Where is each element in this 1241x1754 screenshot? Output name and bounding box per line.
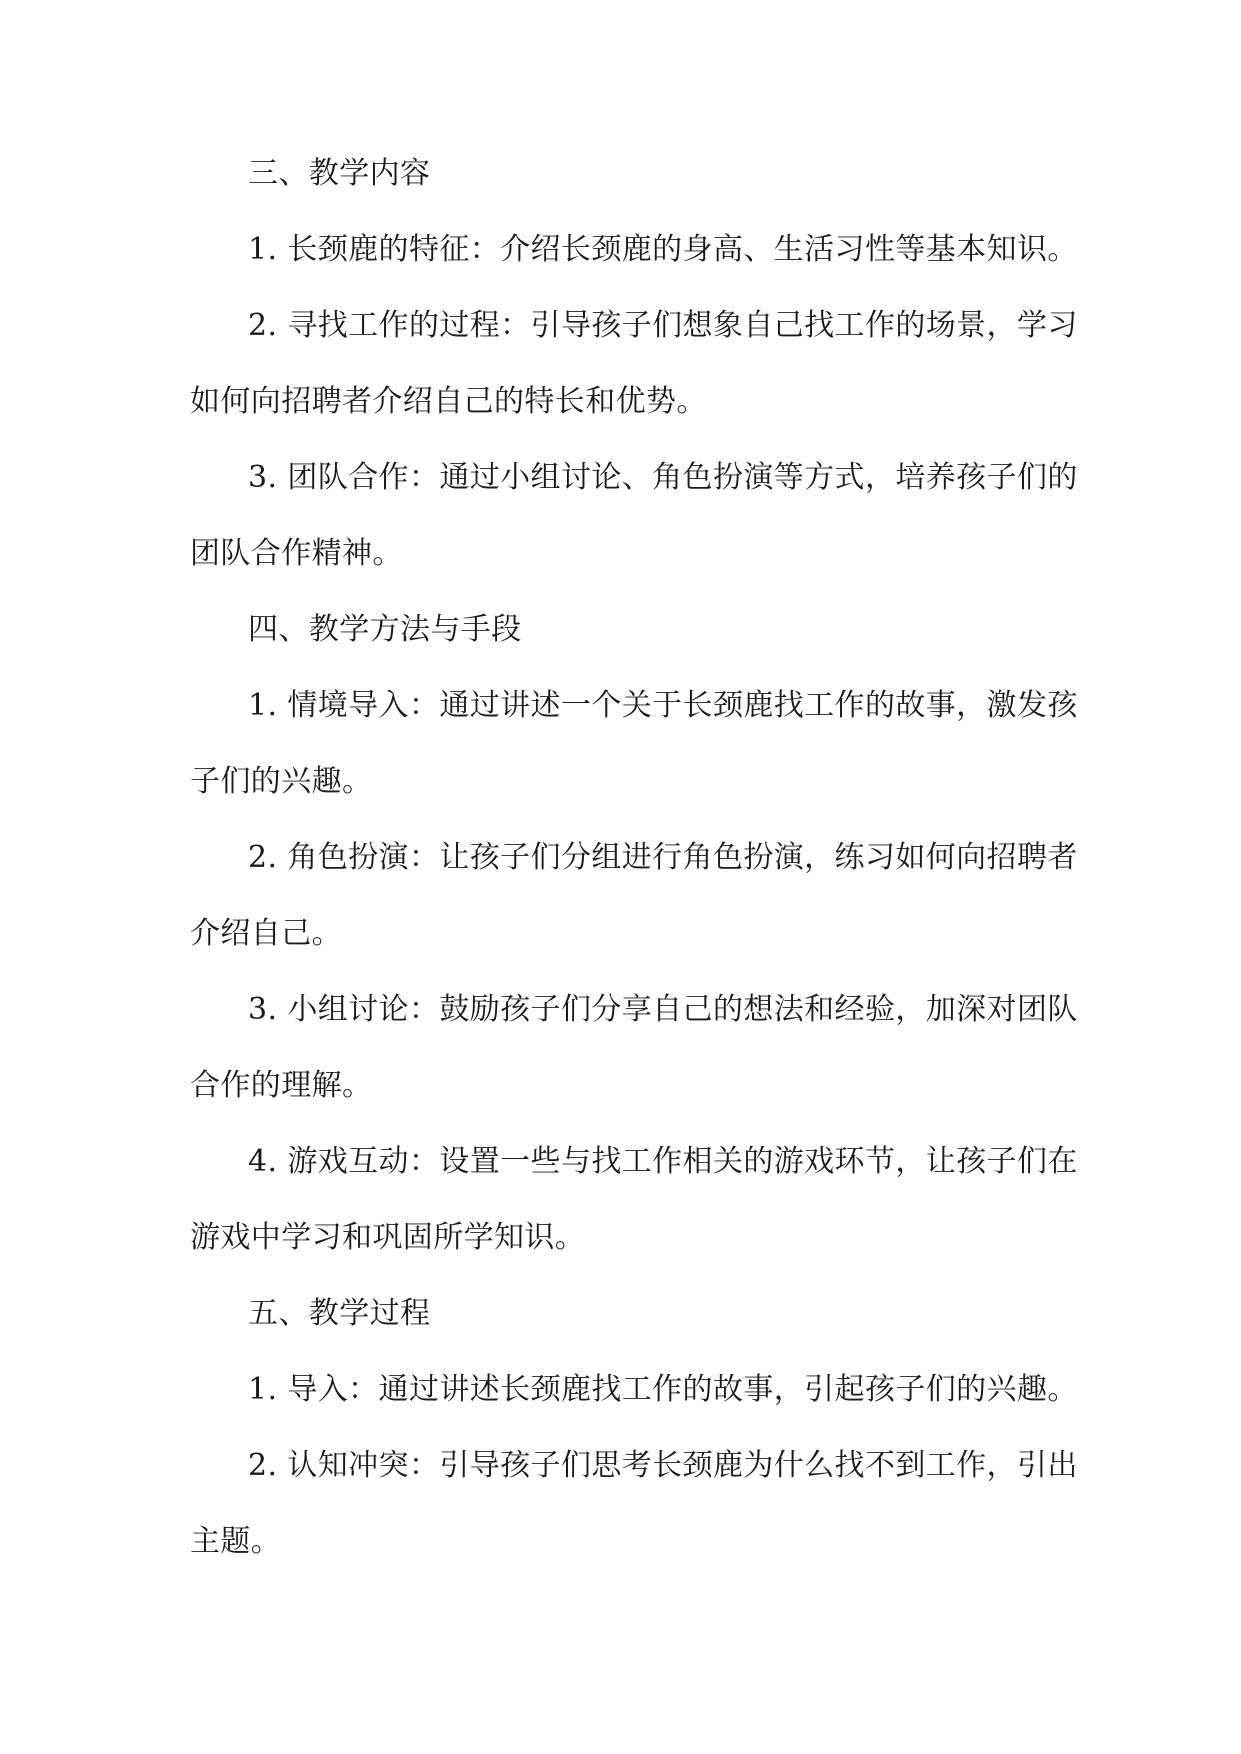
paragraph-line: 1. 情境导入：通过讲述一个关于长颈鹿找工作的故事，激发孩 bbox=[248, 688, 1078, 723]
paragraph-line: 3. 团队合作：通过小组讨论、角色扮演等方式，培养孩子们的 bbox=[248, 460, 1078, 495]
section-heading-4: 四、教学方法与手段 bbox=[248, 612, 522, 647]
paragraph-line: 2. 认知冲突：引导孩子们思考长颈鹿为什么找不到工作，引出 bbox=[248, 1448, 1078, 1483]
paragraph-line: 4. 游戏互动：设置一些与找工作相关的游戏环节，让孩子们在 bbox=[248, 1144, 1078, 1179]
section-heading-5: 五、教学过程 bbox=[248, 1296, 431, 1331]
paragraph-line: 子们的兴趣。 bbox=[190, 764, 373, 799]
paragraph-line: 3. 小组讨论：鼓励孩子们分享自己的想法和经验，加深对团队 bbox=[248, 992, 1078, 1027]
paragraph-line: 2. 寻找工作的过程：引导孩子们想象自己找工作的场景，学习 bbox=[248, 308, 1078, 343]
paragraph-line: 1. 导入：通过讲述长颈鹿找工作的故事，引起孩子们的兴趣。 bbox=[248, 1372, 1078, 1407]
paragraph-line: 合作的理解。 bbox=[190, 1068, 373, 1103]
section-heading-3: 三、教学内容 bbox=[248, 156, 431, 191]
paragraph-line: 主题。 bbox=[190, 1524, 282, 1559]
paragraph-line: 团队合作精神。 bbox=[190, 536, 403, 571]
paragraph-line: 游戏中学习和巩固所学知识。 bbox=[190, 1220, 586, 1255]
document-body bbox=[190, 136, 1078, 1580]
paragraph-line: 如何向招聘者介绍自己的特长和优势。 bbox=[190, 384, 707, 419]
paragraph-line: 2. 角色扮演：让孩子们分组进行角色扮演，练习如何向招聘者 bbox=[248, 840, 1078, 875]
paragraph-line: 介绍自己。 bbox=[190, 916, 342, 951]
paragraph-line: 1. 长颈鹿的特征：介绍长颈鹿的身高、生活习性等基本知识。 bbox=[248, 232, 1078, 267]
